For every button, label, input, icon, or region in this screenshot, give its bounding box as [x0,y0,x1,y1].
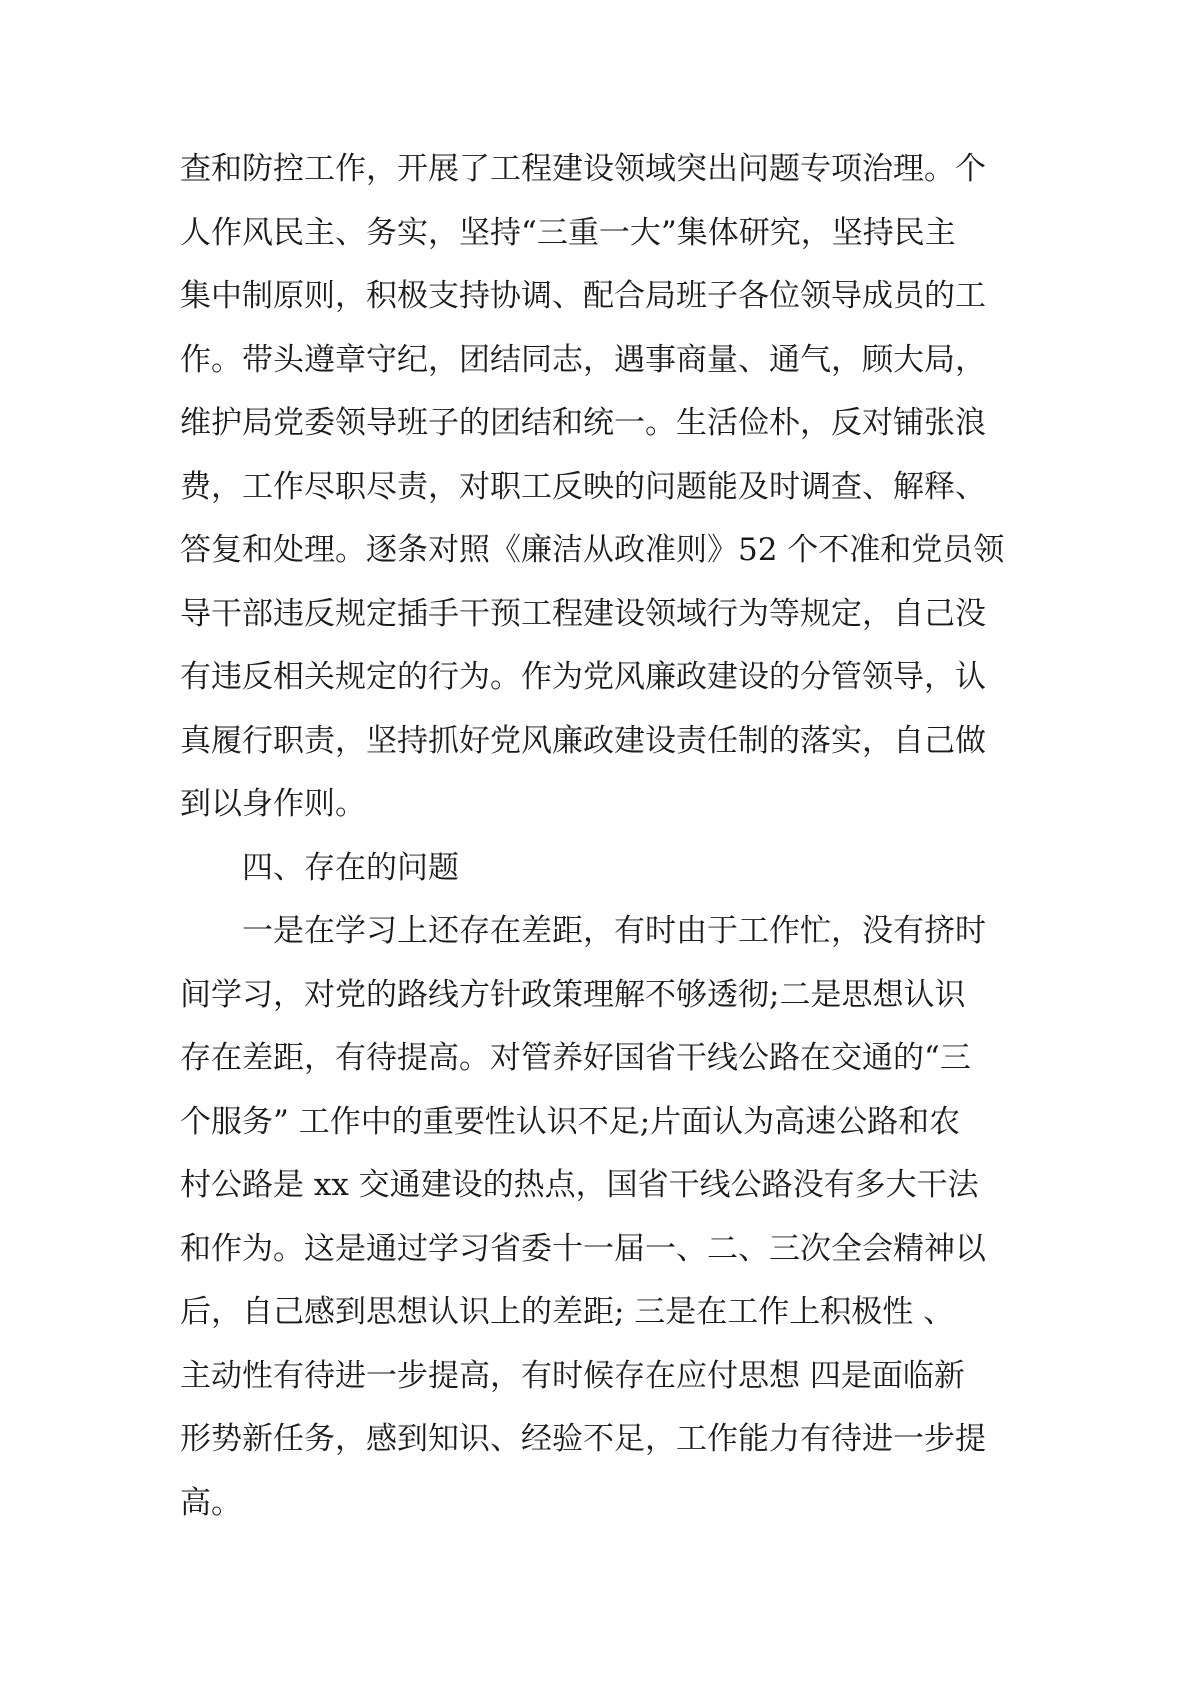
text-line: 村公路是 xx 交通建设的热点，国省干线公路没有多大干法 [180,1167,979,1203]
text-line: 答复和处理。逐条对照《廉洁从政准则》52 个不准和党员领 [180,532,1005,568]
text-line: 维护局党委领导班子的团结和统一。生活俭朴，反对铺张浪 [180,405,986,441]
text-line: 导干部违反规定插手干预工程建设领域行为等规定，自己没 [180,595,986,632]
text-line: 间学习，对党的路线方针政策理解不够透彻;二是思想认识 [180,976,966,1013]
section-heading: 四、存在的问题 [180,849,459,886]
text-line: 存在差距，有待提高。对管养好国省干线公路在交通的“三 [180,1040,971,1076]
text-line: 形势新任务，感到知识、经验不足，工作能力有待进一步提 [180,1421,986,1457]
text-line: 和作为。这是通过学习省委十一届一、二、三次全会精神以 [180,1230,986,1267]
paragraph-conduct [180,138,1040,837]
text-line: 一是在学习上还存在差距，有时由于工作忙，没有挤时 [180,913,986,949]
text-line: 高。 [180,1484,242,1521]
text-line: 后，自己感到思想认识上的差距; 三是在工作上积极性 、 [180,1294,955,1330]
text-line: 人作风民主、务实，坚持“三重一大”集体研究，坚持民主 [180,214,956,251]
text-line: 个服务” 工作中的重要性认识不足;片面认为高速公路和农 [180,1103,961,1140]
text-line: 费，工作尽职尽责，对职工反映的问题能及时调查、解释、 [180,468,986,505]
text-line: 主动性有待进一步提高，有时候存在应付思想 四是面临新 [180,1357,965,1394]
paragraph-problems [180,900,1040,1535]
document-body [180,138,1040,1535]
text-line: 到以身作则。 [180,786,366,822]
text-line: 集中制原则，积极支持协调、配合局班子各位领导成员的工 [180,278,986,314]
text-line: 作。带头遵章守纪，团结同志，遇事商量、通气，顾大局， [180,341,986,378]
text-line: 查和防控工作，开展了工程建设领域突出问题专项治理。个 [180,151,986,187]
text-line: 有违反相关规定的行为。作为党风廉政建设的分管领导，认 [180,659,986,695]
text-line: 真履行职责，坚持抓好党风廉政建设责任制的落实，自己做 [180,722,986,759]
